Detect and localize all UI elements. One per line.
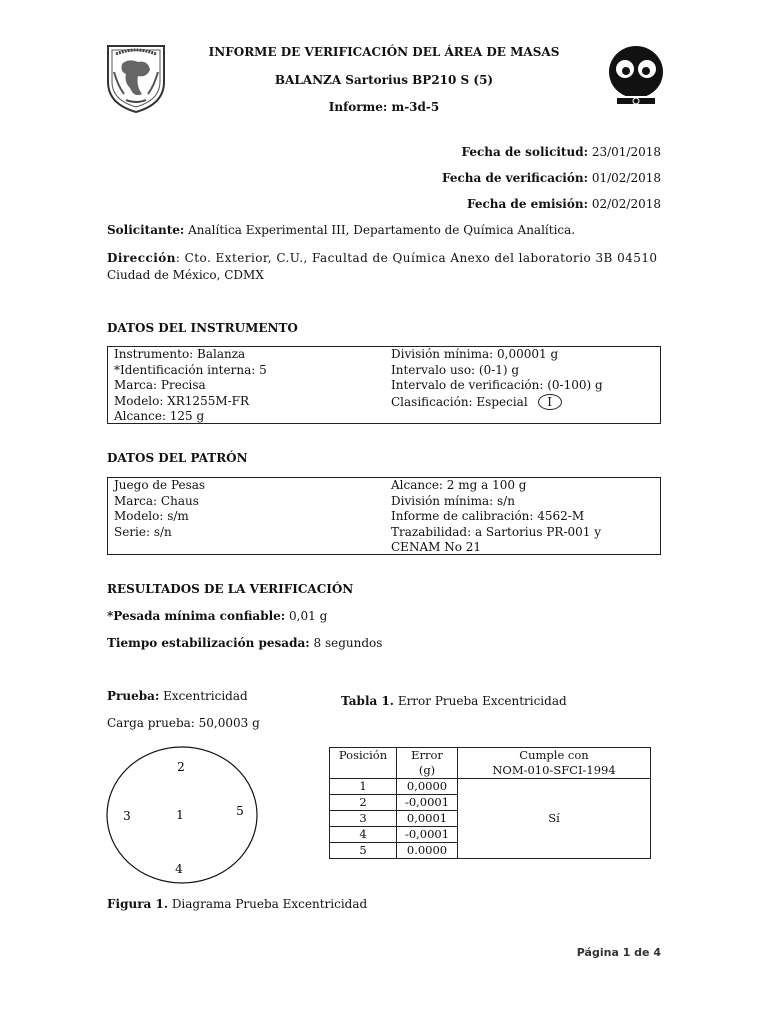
date-issue: Fecha de emisión: 02/02/2018 bbox=[466, 197, 661, 211]
instrument-left-column bbox=[114, 347, 267, 425]
applicant: Solicitante: Analítica Experimental III, Departamento de Química Analítica. bbox=[107, 223, 576, 237]
table-row: 1 0,0000 Sí bbox=[330, 779, 651, 795]
test-type: Prueba: Excentricidad bbox=[107, 689, 248, 703]
instrument-heading: DATOS DEL INSTRUMENTO bbox=[107, 321, 298, 335]
instrument-model: Modelo: XR1255M-FR bbox=[114, 393, 250, 408]
standard-traceability-2: CENAM No 21 bbox=[391, 540, 482, 554]
report-title: INFORME DE VERIFICACIÓN DEL ÁREA DE MASAS bbox=[208, 45, 560, 59]
stabilization-time: Tiempo estabilización pesada: 8 segundos bbox=[107, 636, 383, 650]
standard-calibration: Informe de calibración: 4562-M bbox=[391, 509, 585, 523]
results-heading: RESULTADOS DE LA VERIFICACIÓN bbox=[107, 582, 354, 596]
standard-box bbox=[107, 477, 661, 555]
balance-model: BALANZA Sartorius BP210 S (5) bbox=[274, 73, 494, 87]
page-number: Página 1 de 4 bbox=[576, 946, 661, 959]
standard-min-division: División mínima: s/n bbox=[391, 493, 515, 508]
compliance-cell: Sí bbox=[458, 779, 651, 859]
class-mark-circle: I bbox=[538, 394, 562, 410]
col-header-position: Posición bbox=[330, 748, 397, 779]
test-load: Carga prueba: 50,0003 g bbox=[107, 716, 260, 730]
report-number: Informe: m-3d-5 bbox=[328, 100, 440, 114]
table-caption: Tabla 1. Error Prueba Excentricidad bbox=[341, 694, 567, 708]
instrument-box bbox=[107, 346, 661, 424]
standard-range: Alcance: 2 mg a 100 g bbox=[391, 478, 527, 492]
table-row: 3 0,0001 bbox=[330, 811, 651, 827]
position-label-1: 1 bbox=[176, 808, 184, 822]
standard-brand: Marca: Chaus bbox=[114, 493, 199, 508]
instrument-range: Alcance: 125 g bbox=[114, 409, 205, 423]
date-verification: Fecha de verificación: 01/02/2018 bbox=[442, 171, 661, 185]
col-header-compliance: Cumple con NOM-010-SFCI-1994 bbox=[458, 748, 651, 779]
eccentricity-table bbox=[329, 747, 651, 859]
table-row: 4 -0,0001 bbox=[330, 827, 651, 843]
address-line1: Dirección: Cto. Exterior, C.U., Facultad de Química Anexo del laboratorio 3B 04510 bbox=[107, 251, 658, 265]
col-header-error: Error (g) bbox=[397, 748, 458, 779]
table-row: 2 -0,0001 bbox=[330, 795, 651, 811]
instrument-type: Instrumento: Balanza bbox=[114, 347, 246, 361]
instrument-brand: Marca: Precisa bbox=[114, 378, 206, 392]
standard-traceability: Trazabilidad: a Sartorius PR-001 y bbox=[391, 524, 602, 539]
standard-type: Juego de Pesas bbox=[114, 478, 206, 492]
table-row: 5 0.0000 bbox=[330, 843, 651, 859]
position-label-2: 2 bbox=[177, 760, 185, 774]
instrument-classification: Clasificación: Especial I bbox=[391, 394, 603, 411]
address-line2: Ciudad de México, CDMX bbox=[107, 268, 264, 282]
position-label-3: 3 bbox=[123, 809, 131, 823]
position-label-4: 4 bbox=[175, 862, 183, 876]
date-request: Fecha de solicitud: 23/01/2018 bbox=[461, 145, 661, 159]
min-weighing: *Pesada mínima confiable: 0,01 g bbox=[107, 609, 328, 623]
instrument-id: *Identificación interna: 5 bbox=[114, 362, 267, 377]
standard-left-column bbox=[114, 478, 205, 540]
standard-model: Modelo: s/m bbox=[114, 509, 189, 523]
eccentricity-diagram bbox=[100, 740, 280, 890]
instrument-right-column bbox=[391, 347, 603, 410]
standard-serial: Serie: s/n bbox=[114, 524, 172, 539]
instrument-min-division: División mínima: 0,00001 g bbox=[391, 347, 559, 361]
standard-right-column bbox=[391, 478, 601, 556]
instrument-use-interval: Intervalo uso: (0-1) g bbox=[391, 362, 520, 377]
instrument-verif-interval: Intervalo de verificación: (0-100) g bbox=[391, 378, 603, 392]
figure-caption: Figura 1. Diagrama Prueba Excentricidad bbox=[107, 897, 368, 911]
standard-heading: DATOS DEL PATRÓN bbox=[107, 451, 248, 465]
position-label-5: 5 bbox=[236, 804, 244, 818]
